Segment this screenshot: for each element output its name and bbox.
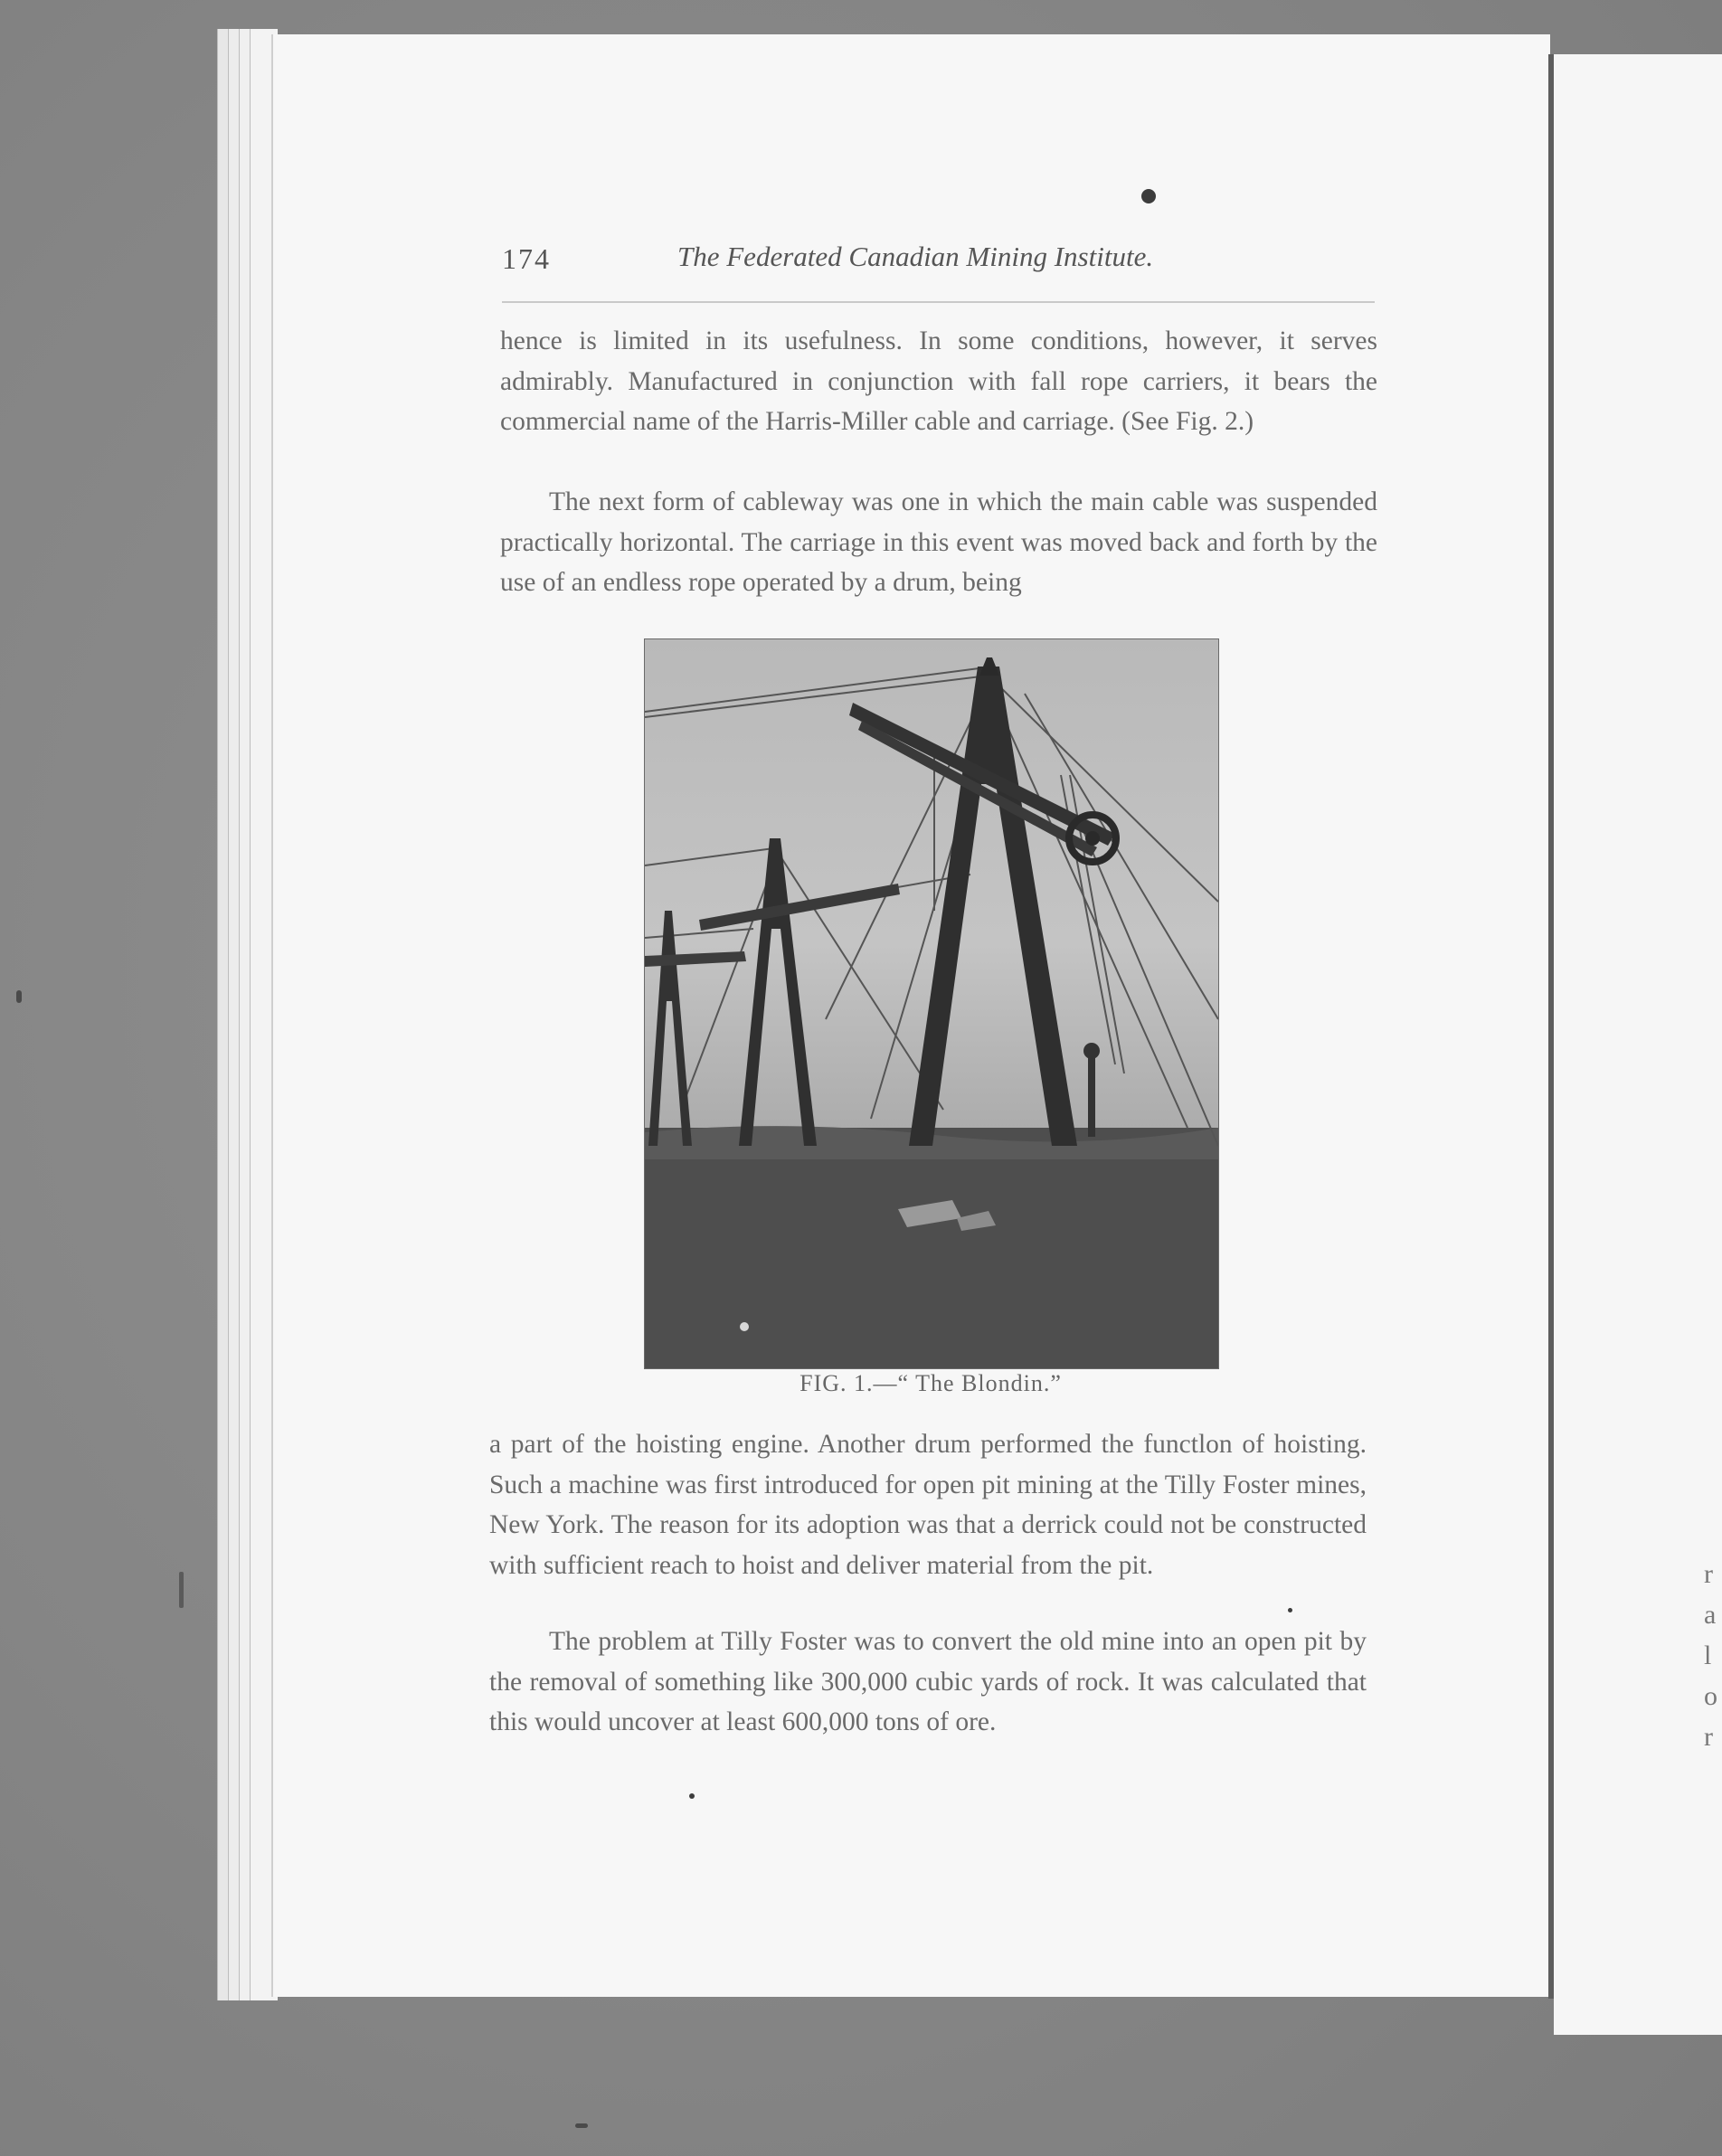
page-number: 174 [502,242,551,275]
body-paragraph: The next form of cableway was one in which the main cable was suspended practically horizontal. The carriage in this event was moved back and forth by the use of an endless rope operated by a drum, being [500,487,1377,598]
figure-caption: FIG. 1.—“ The Blondin.” [800,1370,1062,1396]
scan-speck [16,990,22,1003]
blondin-cableway-photo [645,639,1218,1368]
facing-page-text-fragments [1704,1554,1717,1757]
scan-speck [689,1793,695,1799]
facing-fragment: r [1704,1559,1713,1589]
body-paragraph: a part of the hoisting engine. Another drum performed the functlon of hoisting. Such a machine was first introduced for open pit mining at the Tilly Foster mines, New York. The reason for its adoption was that a derrick could not be constructed with sufficient reach to hoist and deliver material from the pit. [489,1430,1367,1580]
header-rule [502,301,1375,303]
facing-fragment: r [1704,1722,1713,1752]
journal-title: The Federated Canadian Mining Institute. [677,241,1154,272]
facing-fragment: o [1704,1681,1717,1711]
body-paragraph: The problem at Tilly Foster was to convert the old mine into an open pit by the removal of something like 300,000 cubic yards of rock. It was calculated that this would uncover at least 600,000 tons of ore. [489,1627,1367,1737]
scan-speck [179,1572,184,1608]
figure-photograph [644,638,1219,1369]
scan-speck [1288,1608,1292,1612]
scan-speck [575,2123,588,2128]
body-paragraph: hence is limited in its usefulness. In some conditions, however, it serves admirably. Manufactured in conjunction with fall rope carriers, it bears the commercial name of the Harris-Miller cable and carriage. (See Fig. 2.) [500,326,1377,437]
facing-fragment: l [1704,1641,1712,1670]
page-speck [1141,189,1156,203]
facing-page [1554,54,1722,2035]
facing-fragment: a [1704,1600,1717,1630]
running-head [502,237,1375,286]
